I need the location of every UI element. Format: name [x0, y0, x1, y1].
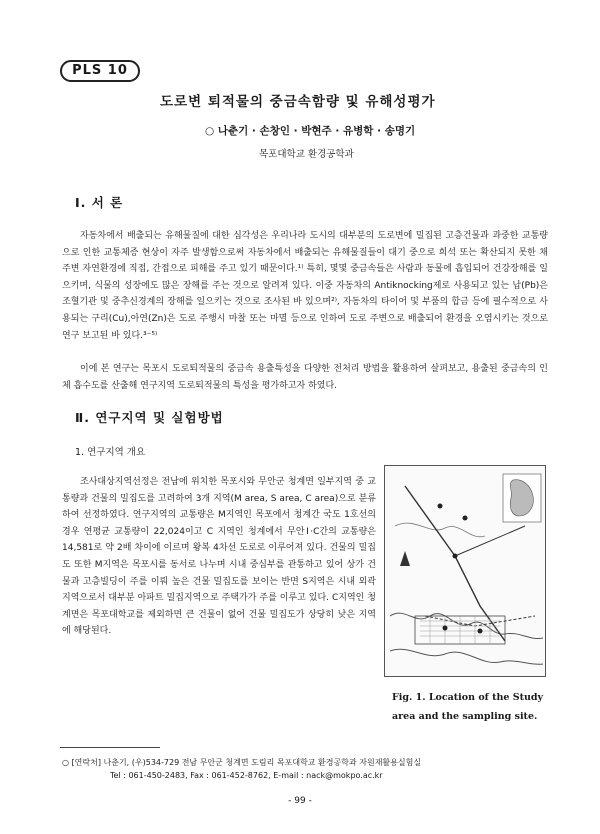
paper-title: 도로변 퇴적물의 중금속함량 및 유해성평가 [160, 94, 436, 110]
footnote-contact: ○ [연락처] 나춘기, (우)534-729 전남 무안군 청계면 도림리 목포대학교 환경공학과 자원재활용실험실 [62, 758, 422, 767]
session-badge: PLS 10 [60, 60, 140, 82]
study-area-map-figure [384, 465, 546, 677]
subsection-heading-study-area: 1. 연구지역 개요 [75, 447, 146, 458]
footnote-divider [60, 747, 160, 748]
figure-caption: Fig. 1. Location of the Study area and the sampling site. [392, 692, 544, 722]
intro-paragraph-2: 이에 본 연구는 목포시 도로퇴적물의 중금속 용출특성을 다양한 전처리 방법을 활용하여 살펴보고, 용출된 중금속의 인체 흡수도를 산출해 연구지역 도로퇴적물의 특성을 평가하고자 하였다. [62, 364, 548, 391]
footnote-contact-details: Tel : 061-450-2483, Fax : 061-452-8762, E-mail : nack@mokpo.ac.kr [110, 771, 383, 780]
page-number: - 99 - [288, 796, 312, 806]
study-area-paragraph: 조사대상지역선정은 전남에 위치한 목포시와 무안군 청계면 일부지역 중 교통량과 건물의 밀집도를 고려하여 3개 지역(M area, S area, C area)으로 분류하여 선정하였다. 연구지역의 교통량은 M지역인 목포에서 청계간 국도 1호선의 경우 연평균 교통량이 22,024이고 C 지역인 청계에서 무안Ⅰ·C간의 교통량은 14,581로 약 2배 차이에 이르며 왕복 4차선 도로로 이루어져 있다. 건물의 밀집도 또한 M지역은 목포시를 동서로 나누며 시내 중심부를 관통하고 있어 상가 건물과 고층빌딩이 주를 이뤄 높은 건물 밀집도를 보이는 반면 S지역은 시내 외곽 지역으로서 대부분 아파트 밀집지역으로 주택가가 주를 이루고 있다. C지역인 청계면은 목포대학교를 제외하면 큰 건물이 없어 건물 밀집도가 상당히 낮은 지역에 해당된다. [62, 477, 376, 637]
author-list: ○ 나춘기 · 손창인 · 박현주 · 유병학 · 송명기 [205, 125, 416, 137]
map-illustration [385, 466, 545, 676]
intro-paragraph-1: 자동차에서 배출되는 유해물질에 대한 심각성은 우리나라 도시의 대부분의 도로변에 밀집된 고층건물과 과중한 교통량으로 인한 교통체증 현상이 자주 발생함으로써 자동차에서 배출되는 유해물질들이 대기 중으로 희석 또는 확산되지 못한 채 주변 자연환경에 직접, 간접으로 피해를 주고 있기 때문이다.¹⁾ 특히, 몇몇 중금속들은 사람과 동물에 흡입되어 건강장해를 일으키며, 식물의 성장에도 많은 장해를 주는 것으로 알려져 있다. 이중 자동차의 Antiknocking제로 사용되고 있는 납(Pb)은 조혈기관 및 중추신경계의 장해를 일으키는 것으로 조사된 바 있으며²⁾, 자동차의 타이어 및 부품의 합금 등에 필수적으로 사용되는 구리(Cu),아연(Zn)은 도로 주행시 마찰 또는 마멸 등으로 인하여 도로 주변으로 배출되어 환경을 오염시키는 것으로 연구 보고된 바 있다.³⁻⁵⁾ [62, 231, 548, 341]
affiliation: 목포대학교 환경공학과 [259, 149, 354, 160]
section-heading-methods: Ⅱ. 연구지역 및 실험방법 [75, 410, 224, 425]
section-heading-introduction: Ⅰ. 서 론 [75, 195, 124, 210]
